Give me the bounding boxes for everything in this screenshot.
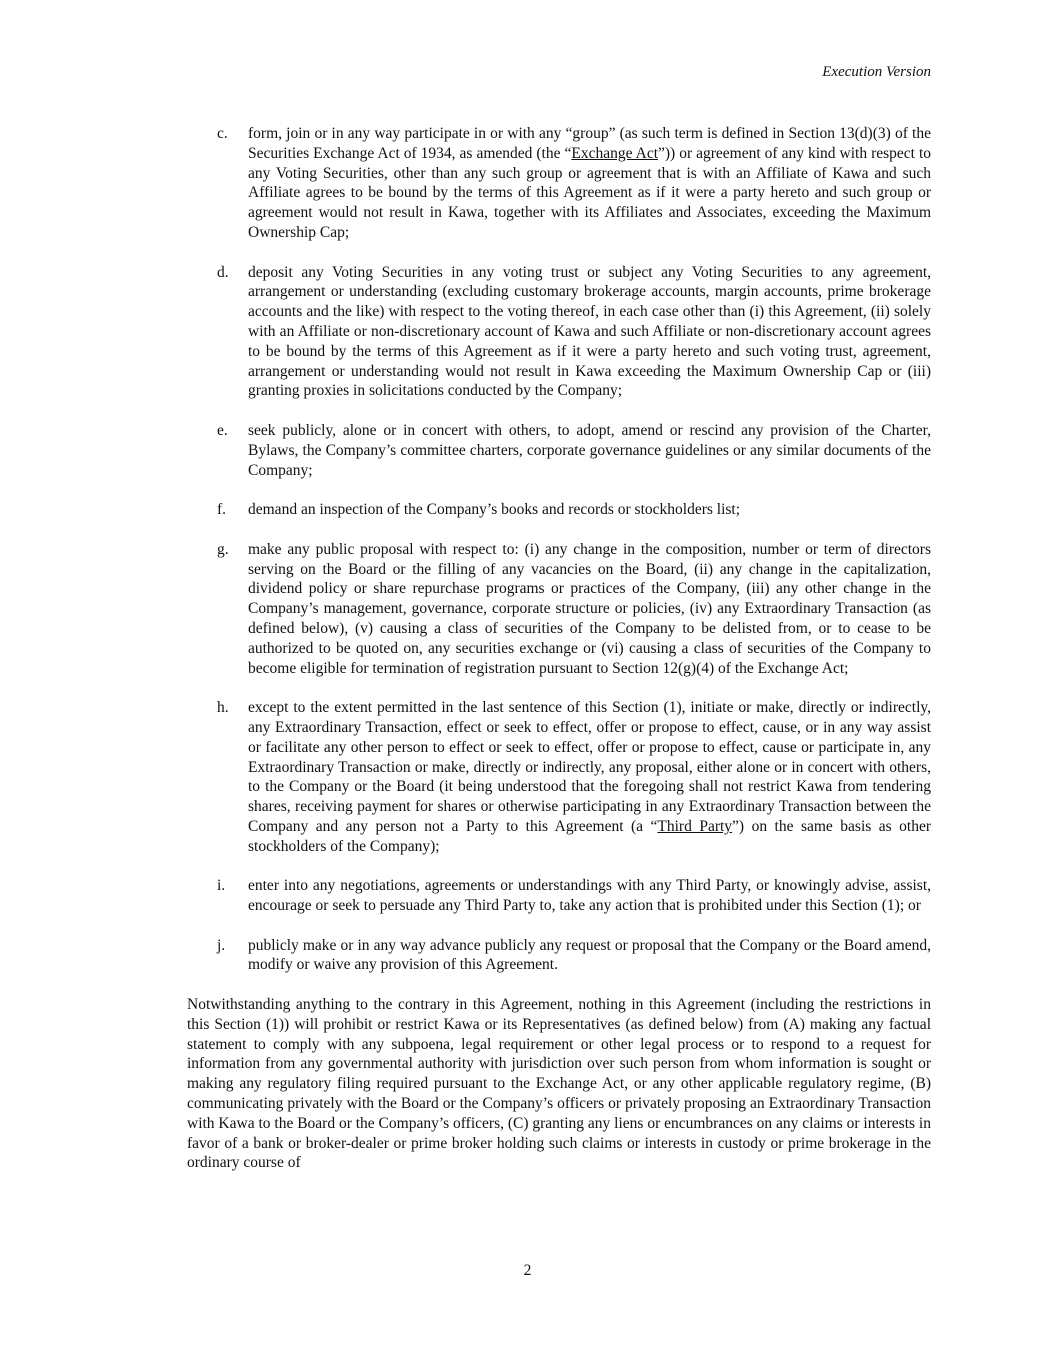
list-item-text: enter into any negotiations, agreements or understandings with any Third Party, or knowingly advise, assist, encourage or seek to persuade any Third Party to, take any action that is prohibited under this Section (1); or — [248, 877, 931, 915]
list-item-text: deposit any Voting Securities in any voting trust or subject any Voting Securities to any agreement, arrangement or understanding (excluding customary brokerage accounts, margin accounts, prime brokerage accounts and the like) with respect to the voting thereof, in each case other than (i) this Agreement, (ii) solely with an Affiliate or non-discretionary account of Kawa and such Affiliate or non-discretionary account agrees to be bound by the terms of this Agreement as if it were a party hereto and such voting trust, agreement, arrangement or understanding would not result in Kawa exceeding the Maximum Ownership Cap or (iii) granting proxies in solicitations conducted by the Company; — [248, 263, 931, 400]
list-marker: f. — [217, 501, 227, 519]
list-item-j — [187, 936, 931, 976]
list-marker: j. — [217, 936, 226, 954]
list-item-e — [187, 421, 931, 480]
list-item-f — [187, 500, 931, 520]
list-marker: e. — [217, 421, 228, 439]
list-marker: i. — [217, 877, 226, 895]
list-marker: c. — [217, 125, 228, 142]
list-item-h — [187, 698, 931, 856]
list-item-text: form, join or in any way participate in or with any “group” (as such term is defined in Section 13(d)(3) of the Securities Exchange Act of 1934, as amended (the “Exchange Act”)) or agreement of any kind with respect to any Voting Securities, other than any such group or agreement that is with an Affiliate of Kawa and such Affiliate agrees to be bound by the terms of this Agreement as if it were a party hereto and such group or agreement would not result in Kawa, together with its Affiliates and Associates, exceeding the Maximum Ownership Cap; — [248, 125, 932, 241]
list-item-text: except to the extent permitted in the last sentence of this Section (1), initiate or make, directly or indirectly, any Extraordinary Transaction, effect or seek to effect, offer or propose to effect, cause, or in any way assist or facilitate any other person to effect or seek to effect, offer or propose to effect, cause or participate in, any Extraordinary Transaction or make, directly or indirectly, any proposal, either alone or in concert with others, to the Company or the Board (it being understood that the foregoing shall not restrict Kawa from tendering shares, receiving payment for shares or otherwise participating in any Extraordinary Transaction between the Company and any person not a Party to this Agreement (a “Third Party”) on the same basis as other stockholders of the Company); — [248, 699, 932, 855]
defined-term-third-party: Third Party — [657, 817, 733, 835]
list-marker: d. — [217, 263, 229, 281]
list-item-text: demand an inspection of the Company’s books and records or stockholders list; — [248, 501, 741, 519]
document-body — [187, 124, 931, 1173]
list-item-text: make any public proposal with respect to: (i) any change in the composition, number or term of directors serving on the Board or the filling of any vacancies on the Board, (ii) any change in the capitalization, dividend policy or share repurchase programs or practices of the Company, (iii) any other change in the Company’s management, governance, corporate structure or policies, (iv) any Extraordinary Transaction (as defined below), (v) causing a class of securities of the Company to be delisted from, or to cease to be authorized to be quoted on, any securities exchange or (vi) causing a class of securities of the Company to become eligible for termination of registration pursuant to Section 12(g)(4) of the Exchange Act; — [248, 540, 931, 677]
list-item-d — [187, 263, 931, 402]
defined-term-exchange-act: Exchange Act — [571, 144, 659, 162]
list-item-text: publicly make or in any way advance publicly any request or proposal that the Company or the Board amend, modify or waive any provision of this Agreement. — [248, 936, 931, 974]
list-item-c — [187, 124, 931, 243]
list-marker: g. — [217, 540, 229, 558]
list-item-g — [187, 540, 931, 679]
list-item-i — [187, 876, 931, 916]
closing-paragraph: Notwithstanding anything to the contrary in this Agreement, nothing in this Agreement (including the restrictions in this Section (1)) will prohibit or restrict Kawa or its Representatives (as defined below) from (A) making any factual statement to comply with any subpoena, legal requirement or other legal process or to respond to a request for information from any governmental authority with jurisdiction over such person from whom information is sought or making any regulatory filing required pursuant to the Exchange Act, or any other applicable regulatory regime, (B) communicating privately with the Board or the Company’s officers or privately proposing an Extraordinary Transaction with Kawa to the Board or the Company’s officers, (C) granting any liens or encumbrances on any claims or interests in favor of a bank or broker-dealer or prime broker holding such claims or interests in custody or prime brokerage in the ordinary course of — [187, 996, 931, 1172]
page-number: 2 — [523, 1262, 532, 1279]
list-marker: h. — [217, 699, 229, 717]
list-item-text: seek publicly, alone or in concert with others, to adopt, amend or rescind any provision of the Charter, Bylaws, the Company’s committee charters, corporate governance guidelines or any similar documents of the Company; — [248, 421, 931, 479]
execution-version-header: Execution Version — [822, 64, 931, 80]
